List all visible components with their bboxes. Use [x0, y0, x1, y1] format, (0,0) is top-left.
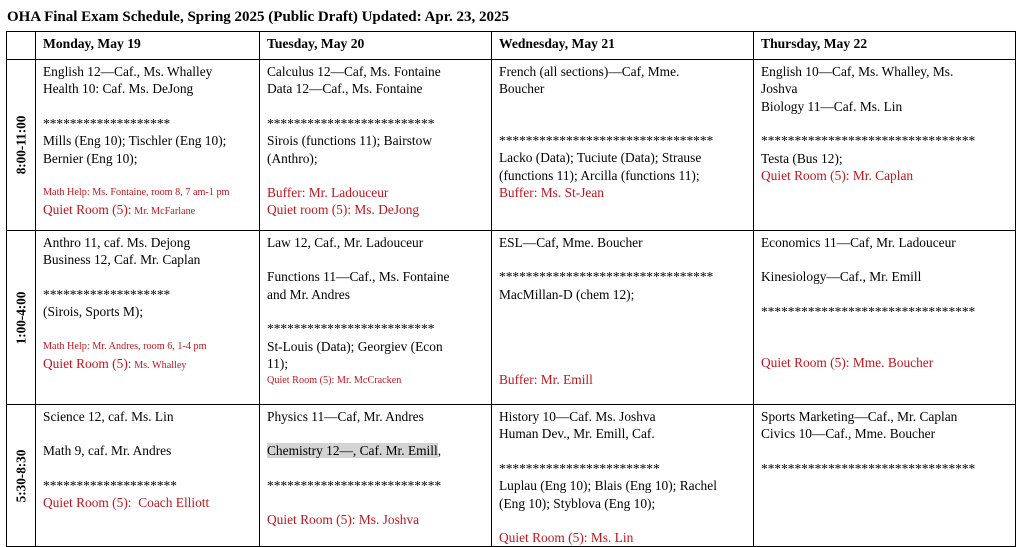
cell-wednesday-evening [492, 405, 754, 547]
exam-line-highlighted: Chemistry 12—, Caf. Mr. Emill, [267, 443, 442, 459]
day-header-tuesday: Tuesday, May 20 [260, 32, 492, 60]
student-line: (Anthro); [267, 150, 318, 166]
exam-line: Kinesiology—Caf., Mr. Emill [761, 269, 922, 285]
cell-monday-afternoon [36, 231, 260, 405]
buffer-line: Buffer: Mr. Ladouceur [267, 185, 389, 201]
quiet-room-line: Quiet Room (5): Ms. Lin [499, 530, 634, 546]
cell-monday-evening [36, 405, 260, 547]
separator-stars: ******************************** [761, 460, 976, 476]
cell-thursday-morning [754, 60, 1016, 231]
separator-stars: ******************************** [499, 269, 714, 285]
separator-stars: ************************** [267, 477, 442, 493]
exam-line: Data 12—Caf., Ms. Fontaine [267, 81, 423, 97]
quiet-room-line: Quiet Room (5): Ms. Joshva [267, 512, 420, 528]
cell-wednesday-morning [492, 60, 754, 231]
exam-line: Physics 11—Caf, Mr. Andres [267, 409, 424, 424]
exam-line: History 10—Caf. Ms. Joshva [499, 409, 656, 424]
exam-schedule-table [6, 31, 1016, 547]
exam-line: English 12—Caf., Ms. Whalley [43, 64, 213, 79]
exam-line: Economics 11—Caf, Mr. Ladouceur [761, 235, 956, 250]
exam-line: Calculus 12—Caf, Ms. Fontaine [267, 64, 441, 79]
buffer-line: Buffer: Mr. Emill [499, 372, 593, 388]
separator-stars: ******************* [43, 286, 171, 302]
cell-thursday-evening [754, 405, 1016, 547]
separator-stars: ************************* [267, 321, 435, 337]
separator-stars: ******************************** [761, 133, 976, 149]
slot-row-morning [7, 60, 1016, 231]
page-title: OHA Final Exam Schedule, Spring 2025 (Public Draft) Updated: Apr. 23, 2025 [7, 9, 509, 25]
separator-stars: ******************************** [761, 303, 976, 319]
quiet-room-line: Quiet room (5): Ms. DeJong [267, 202, 420, 218]
exam-line: Business 12, Caf. Mr. Caplan [43, 252, 201, 268]
student-line: Luplau (Eng 10); Blais (Eng 10); Rachel [499, 478, 717, 494]
exam-line: English 10—Caf, Ms. Whalley, Ms. [761, 64, 954, 79]
quiet-room-line: Quiet Room (5): Ms. Whalley [43, 356, 187, 372]
time-slot-label: 5:30-8:30 [13, 449, 29, 503]
corner-cell [7, 32, 36, 60]
exam-line: French (all sections)—Caf, Mme. [499, 64, 680, 79]
cell-wednesday-afternoon [492, 231, 754, 405]
math-help-note: Math Help: Mr. Andres, room 6, 1-4 pm [43, 340, 207, 352]
buffer-line: Buffer: Ms. St-Jean [499, 185, 605, 201]
header-row [7, 32, 1016, 60]
slot-row-afternoon [7, 231, 1016, 405]
student-line: (functions 11); Arcilla (functions 11); [499, 167, 700, 183]
cell-monday-morning [36, 60, 260, 231]
time-slot-afternoon [7, 231, 36, 405]
slot-row-evening [7, 405, 1016, 547]
student-line: Testa (Bus 12); [761, 150, 843, 166]
day-header-wednesday: Wednesday, May 21 [492, 32, 754, 60]
exam-line: Joshva [761, 81, 798, 97]
time-slot-morning [7, 60, 36, 231]
exam-line: Human Dev., Mr. Emill, Caf. [499, 426, 655, 442]
quiet-room-line: Quiet Room (5): Coach Elliott [43, 495, 210, 511]
quiet-room-line: Quiet Room (5): Mr. McCracken [267, 375, 402, 387]
math-help-note: Math Help: Ms. Fontaine, room 8, 7 am-1 pm [43, 187, 230, 199]
student-line: (Eng 10); Styblova (Eng 10); [499, 495, 656, 511]
separator-stars: ******************** [43, 477, 177, 493]
exam-line: Boucher [499, 81, 545, 97]
exam-line: Science 12, caf. Ms. Lin [43, 409, 174, 424]
exam-line: Math 9, caf. Mr. Andres [43, 443, 172, 459]
separator-stars: ******************* [43, 115, 171, 131]
student-line: Lacko (Data); Tuciute (Data); Strause [499, 150, 702, 166]
quiet-room-line: Quiet Room (5): Mr. McFarlane [43, 202, 196, 218]
separator-stars: ************************* [267, 115, 435, 131]
student-line: 11); [267, 356, 289, 372]
exam-line: ESL—Caf, Mme. Boucher [499, 235, 643, 250]
separator-stars: ******************************** [499, 132, 714, 148]
student-line: MacMillan-D (chem 12); [499, 286, 635, 302]
exam-line: Civics 10—Caf., Mme. Boucher [761, 426, 936, 442]
exam-line: Sports Marketing—Caf., Mr. Caplan [761, 409, 958, 424]
cell-tuesday-evening [260, 405, 492, 547]
cell-tuesday-morning [260, 60, 492, 231]
student-line: Sirois (functions 11); Bairstow [267, 133, 433, 149]
time-slot-label: 1:00-4:00 [13, 291, 29, 344]
exam-line: and Mr. Andres [267, 286, 350, 302]
time-slot-label: 8:00-11:00 [13, 115, 29, 175]
day-header-thursday: Thursday, May 22 [754, 32, 1016, 60]
separator-stars: ************************ [499, 460, 660, 476]
student-line: Mills (Eng 10); Tischler (Eng 10); [43, 133, 227, 149]
student-line: St-Louis (Data); Georgiev (Econ [267, 338, 443, 354]
time-slot-evening [7, 405, 36, 547]
cell-thursday-afternoon [754, 231, 1016, 405]
quiet-room-line: Quiet Room (5): Mme. Boucher [761, 355, 934, 371]
exam-line: Functions 11—Caf., Ms. Fontaine [267, 269, 450, 285]
exam-line: Health 10: Caf. Ms. DeJong [43, 81, 194, 97]
student-line: Bernier (Eng 10); [43, 150, 138, 166]
cell-tuesday-afternoon [260, 231, 492, 405]
exam-line: Anthro 11, caf. Ms. Dejong [43, 235, 191, 250]
day-header-monday: Monday, May 19 [36, 32, 260, 60]
quiet-room-line: Quiet Room (5): Mr. Caplan [761, 168, 914, 184]
exam-line: Law 12, Caf., Mr. Ladouceur [267, 235, 424, 250]
exam-line: Biology 11—Caf. Ms. Lin [761, 98, 903, 114]
student-line: (Sirois, Sports M); [43, 304, 144, 320]
